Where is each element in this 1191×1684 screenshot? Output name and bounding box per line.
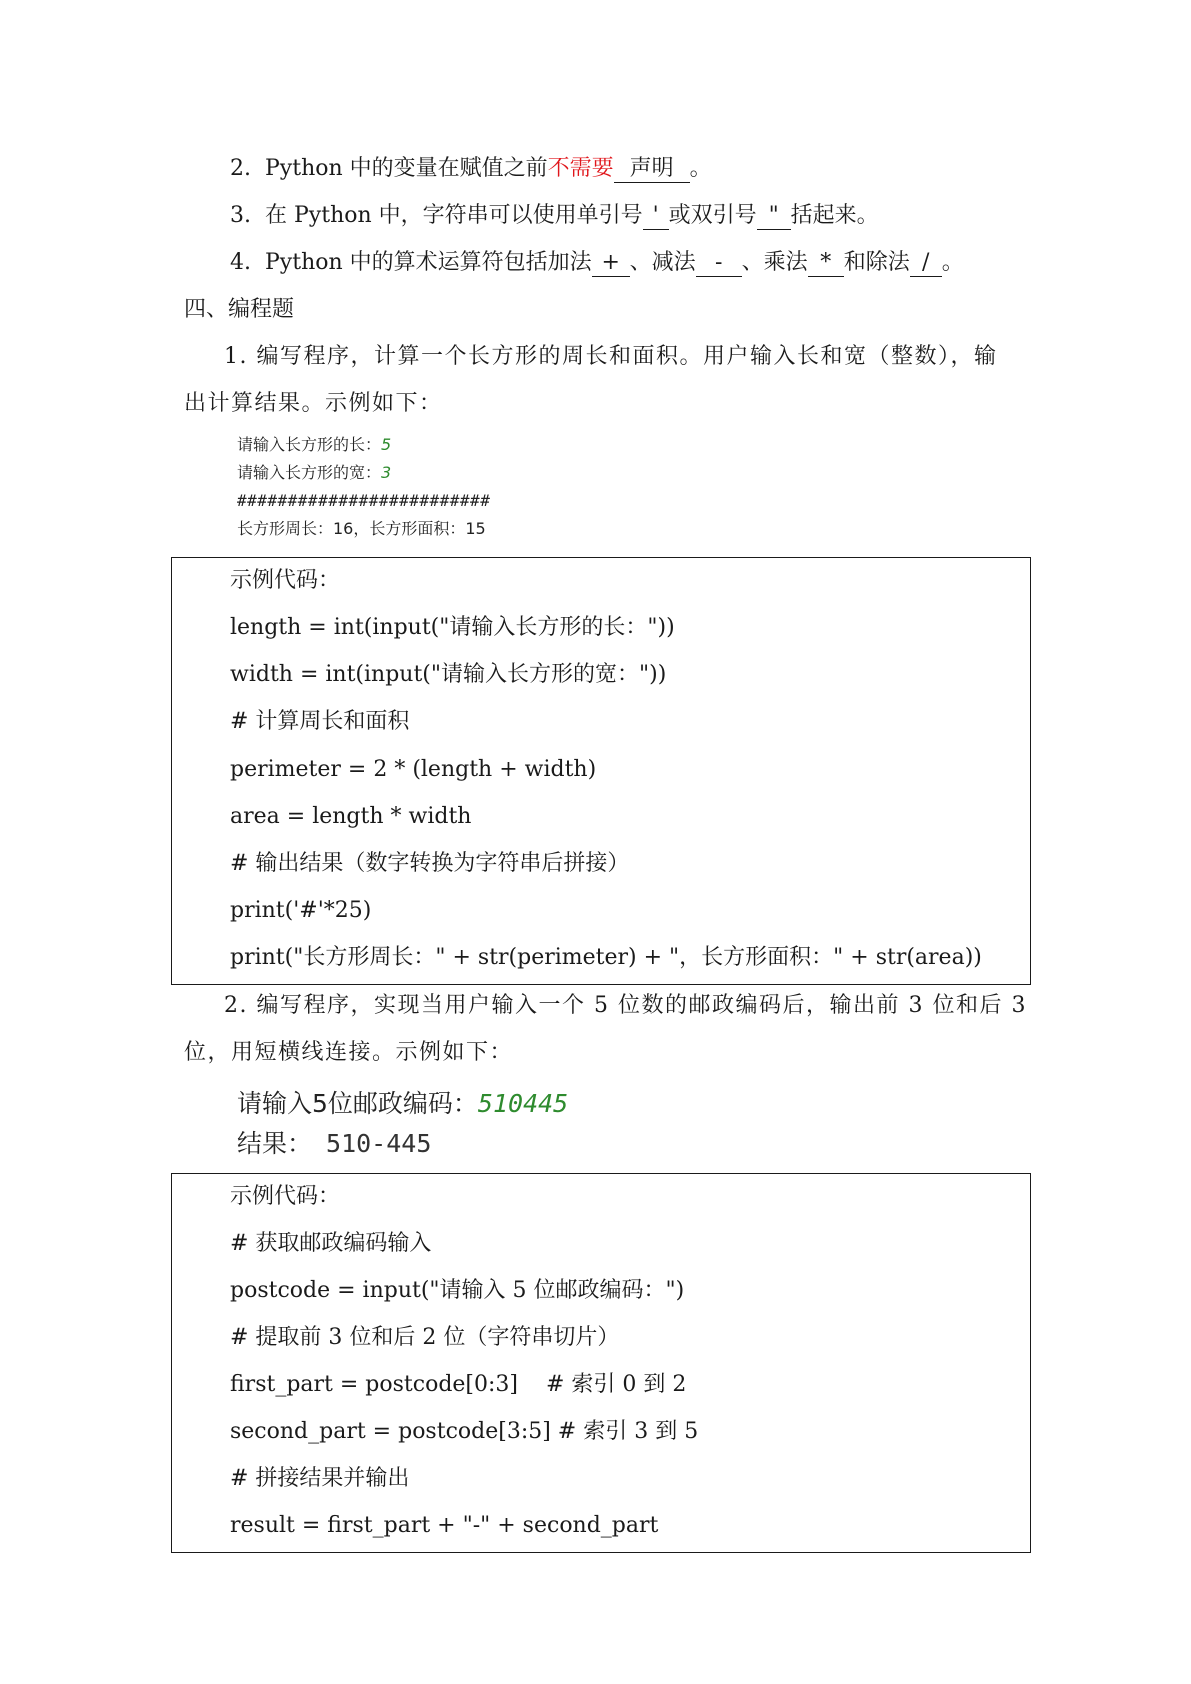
problem2-line2: 位，用短横线连接。示例如下： — [184, 1040, 514, 1065]
code1-line: width = int(input("请输入长方形的宽：")) — [230, 662, 667, 687]
console1-line1 — [237, 434, 490, 456]
q3-number: 3. — [230, 203, 251, 228]
code2-comment: # 提取前 3 位和后 2 位（字符串切片） — [230, 1325, 620, 1350]
code2-line: postcode = input("请输入 5 位邮政编码：") — [230, 1278, 685, 1303]
code1-line: length = int(input("请输入长方形的长：")) — [230, 615, 675, 640]
code1-heading: 示例代码： — [230, 568, 341, 593]
code1-comment: # 计算周长和面积 — [230, 709, 410, 734]
code1-line: print("长方形周长：" + str(perimeter) + "，长方形面积：" + str(area)) — [230, 945, 982, 970]
fill-blank-q4 — [230, 248, 964, 278]
console-output-1 — [237, 434, 490, 540]
console2-line2 — [237, 1128, 568, 1160]
q3-mid: 或双引号 — [668, 203, 757, 228]
console1-prompt-length: 请输入长方形的长： — [237, 435, 382, 454]
console1-input-width: 3 — [381, 463, 392, 482]
q3-end: 括起来。 — [790, 203, 879, 228]
code1-line: perimeter = 2 * (length + width) — [230, 757, 597, 782]
q4-number: 4. — [230, 250, 251, 275]
code2-comment: # 拼接结果并输出 — [230, 1466, 410, 1491]
console2-result-value: 510-445 — [326, 1129, 432, 1158]
q4-sub-label: 、减法 — [629, 250, 696, 275]
q3-blank-single: ' — [643, 203, 669, 230]
section-title: 四、编程题 — [184, 297, 295, 322]
q4-blank-add: + — [592, 250, 630, 277]
console2-input: 510445 — [477, 1089, 569, 1118]
console1-input-length: 5 — [381, 435, 392, 454]
fill-blank-q2 — [230, 154, 712, 184]
console2-prompt: 请输入5位邮政编码： — [237, 1089, 478, 1118]
code2-line: result = first_part + "-" + second_part — [230, 1513, 659, 1538]
q3-text: 在 Python 中，字符串可以使用单引号 — [265, 203, 643, 228]
q4-blank-div: / — [910, 250, 942, 277]
q4-blank-sub: - — [696, 250, 742, 277]
code2-line: second_part = postcode[3:5] # 索引 3 到 5 — [230, 1419, 699, 1444]
q2-end: 。 — [689, 156, 712, 181]
q2-blank: 声明 — [614, 156, 690, 183]
q2-text: Python 中的变量在赋值之前 — [265, 156, 548, 181]
code2-line: first_part = postcode[0:3] # 索引 0 到 2 — [230, 1372, 687, 1397]
fill-blank-q3 — [230, 201, 879, 231]
console1-prompt-width: 请输入长方形的宽： — [237, 463, 382, 482]
console2-result-label: 结果： — [237, 1129, 313, 1158]
code2-comment: # 获取邮政编码输入 — [230, 1231, 432, 1256]
q2-red-text: 不需要 — [547, 156, 614, 181]
q4-end: 。 — [941, 250, 964, 275]
problem1-line2: 出计算结果。示例如下： — [184, 391, 443, 416]
q3-blank-double: " — [757, 203, 791, 230]
console1-line2 — [237, 462, 490, 484]
code2-heading: 示例代码： — [230, 1184, 341, 1209]
console2-line1 — [237, 1088, 568, 1120]
console-output-2 — [237, 1088, 568, 1160]
problem2-line1: 2. 编写程序，实现当用户输入一个 5 位数的邮政编码后，输出前 3 位和后 3 — [224, 993, 1027, 1018]
console1-result: 长方形周长：16，长方形面积：15 — [237, 519, 486, 538]
q2-number: 2. — [230, 156, 251, 181]
problem1-line1: 1. 编写程序，计算一个长方形的周长和面积。用户输入长和宽（整数），输 — [224, 344, 998, 369]
q4-blank-mul: * — [808, 250, 844, 277]
console1-hashes: ######################### — [237, 491, 491, 510]
code1-line: print('#'*25) — [230, 898, 372, 923]
q4-text: Python 中的算术运算符包括加法 — [265, 250, 592, 275]
q4-mul-label: 、乘法 — [741, 250, 808, 275]
code1-comment: # 输出结果（数字转换为字符串后拼接） — [230, 851, 630, 876]
q4-div-label: 和除法 — [843, 250, 910, 275]
code1-line: area = length * width — [230, 804, 472, 829]
